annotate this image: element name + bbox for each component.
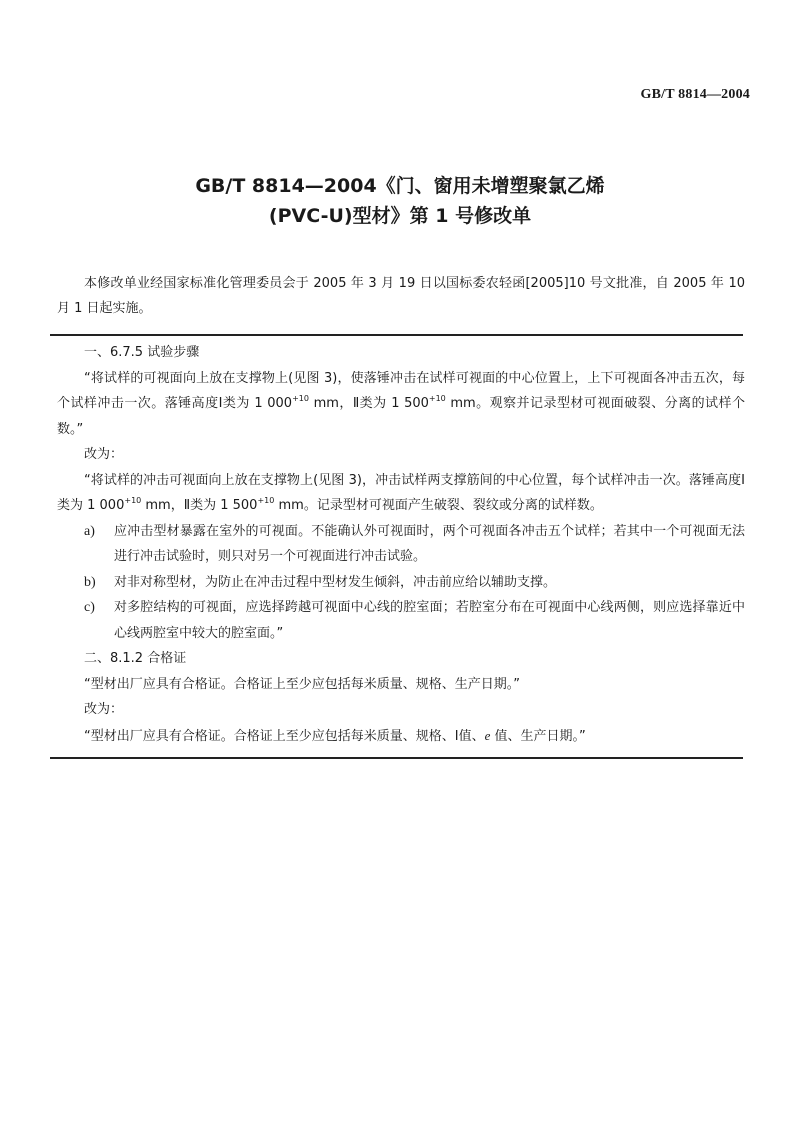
amendment-body [57,340,745,749]
list-item-label: a) [84,523,95,539]
tolerance: +10 [257,496,275,505]
section-1-heading: 一、6.7.5 试验步骤 [84,345,200,360]
section-1-new-text: “将试样的冲击可视面向上放在支撑物上(见图 3)，冲击试样两支撑筋间的中心位置，每个试样冲击一次。落锤高度Ⅰ类为 1 $000^{+10}$ mm，Ⅱ类为 1 $500^{+10}$ mm。记录型材可视面产生破裂、裂纹或分离的试样数。 [57,472,745,513]
bottom-divider [50,757,743,759]
list-item-text: 应冲击型材暴露在室外的可视面。不能确认外可视面时，两个可视面各冲击五个试样；若其中一个可视面无法进行冲击试验时，则只对另一个可视面进行冲击试验。 [114,523,745,564]
standard-code-header: GB/T 8814—2004 [640,87,750,102]
title-line-1: GB/T 8814—2004《门、窗用未增塑聚氯乙烯 [195,175,605,197]
list-item [57,595,745,646]
tolerance: +10 [292,394,309,403]
section-2-change-label: 改为： [84,702,124,717]
list-item [57,519,745,570]
list-item-text: 对非对称型材，为防止在冲击过程中型材发生倾斜，冲击前应给以辅助支撑。 [114,574,557,590]
top-divider [50,334,743,336]
section-2-original-text: “型材出厂应具有合格证。合格证上至少应包括每米质量、规格、生产日期。” [84,676,520,692]
section-2-new-text: “型材出厂应具有合格证。合格证上至少应包括每米质量、规格、Ⅰ值、e 值、生产日期。” [84,727,586,744]
document-title [0,171,800,231]
section-1-change-label: 改为： [84,447,124,462]
approval-paragraph: 本修改单业经国家标准化管理委员会于 2005 年 3 月 19 日以国标委农轻函[2005]10 号文批准，自 2005 年 10 月 1 日起实施。 [57,276,745,316]
section-2-heading: 二、8.1.2 合格证 [84,651,187,666]
list-item-text: 对多腔结构的可视面，应选择跨越可视面中心线的腔室面；若腔室分布在可视面中心线两侧，则应选择靠近中心线两腔室中较大的腔室面。” [114,600,745,641]
tolerance: +10 [428,394,446,403]
list-item-label: b) [84,574,96,590]
tolerance: +10 [124,496,142,505]
list-item [57,570,745,596]
section-1-original-text: “将试样的可视面向上放在支撑物上(见图 3)，使落锤冲击在试样可视面的中心位置上，上下可视面各冲击五次，每个试样冲击一次。落锤高度Ⅰ类为 1 $000^{+10}$ mm，Ⅱ类为 1 $500^{+10}$ mm。观察并记录型材可视面破裂、分离的试样个数。” [57,370,745,437]
list-item-label: c) [84,600,95,615]
title-line-2: (PVC-U)型材》第 1 号修改单 [268,205,532,227]
